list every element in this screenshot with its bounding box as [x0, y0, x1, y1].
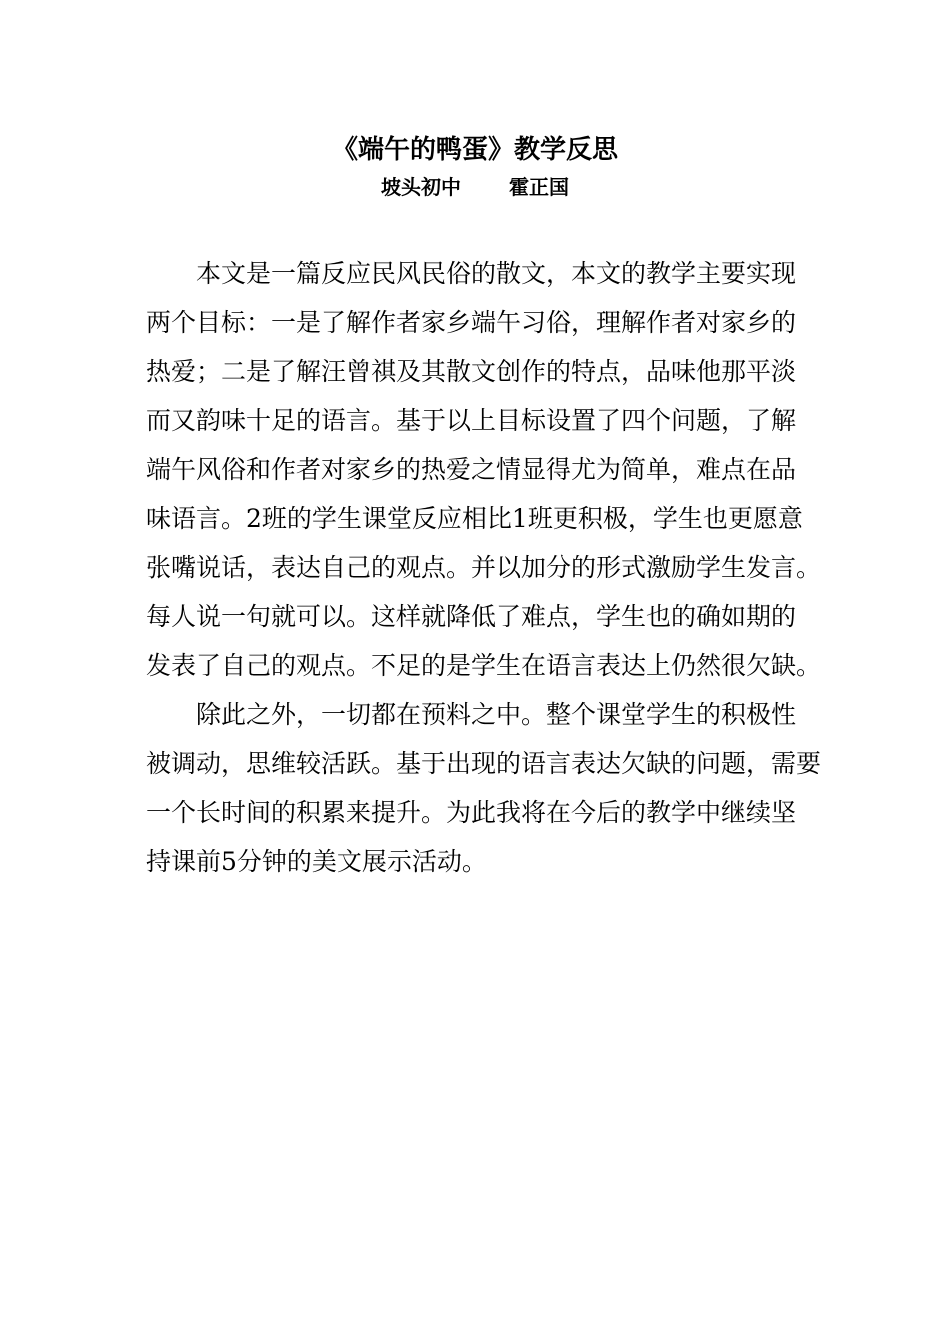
author-name: 霍正国	[509, 175, 569, 199]
paragraph-2-line-3: 一个长时间的积累来提升。为此我将在今后的教学中继续坚	[146, 798, 797, 827]
paragraph-2-line-2: 被调动，思维较活跃。基于出现的语言表达欠缺的问题，需要	[146, 749, 822, 778]
paragraph-2-line-4: 持课前5分钟的美文展示活动。	[146, 847, 487, 876]
paragraph-1-line-5: 端午风俗和作者对家乡的热爱之情显得尤为简单，难点在品	[146, 455, 797, 484]
paragraph-1-line-8: 每人说一句就可以。这样就降低了难点，学生也的确如期的	[146, 602, 797, 631]
document-title: 《端午的鸭蛋》教学反思	[331, 135, 618, 165]
paragraph-2-line-1: 除此之外，一切都在预料之中。整个课堂学生的积极性	[196, 700, 797, 729]
document-byline	[0, 173, 950, 201]
paragraph-1-line-3: 热爱；二是了解汪曾祺及其散文创作的特点，品味他那平淡	[146, 357, 797, 386]
paragraph-1-line-9: 发表了自己的观点。不足的是学生在语言表达上仍然很欠缺。	[146, 651, 822, 680]
paragraph-1-line-7: 张嘴说话，表达自己的观点。并以加分的形式激励学生发言。	[146, 553, 822, 582]
paragraph-1-line-2: 两个目标：一是了解作者家乡端午习俗，理解作者对家乡的	[146, 308, 797, 337]
author-school: 坡头初中	[381, 175, 461, 199]
paragraph-1-line-4: 而又韵味十足的语言。基于以上目标设置了四个问题，了解	[146, 406, 797, 435]
paragraph-1-line-6: 味语言。2班的学生课堂反应相比1班更积极，学生也更愿意	[146, 504, 803, 533]
paragraph-1-line-1: 本文是一篇反应民风民俗的散文，本文的教学主要实现	[196, 259, 797, 288]
